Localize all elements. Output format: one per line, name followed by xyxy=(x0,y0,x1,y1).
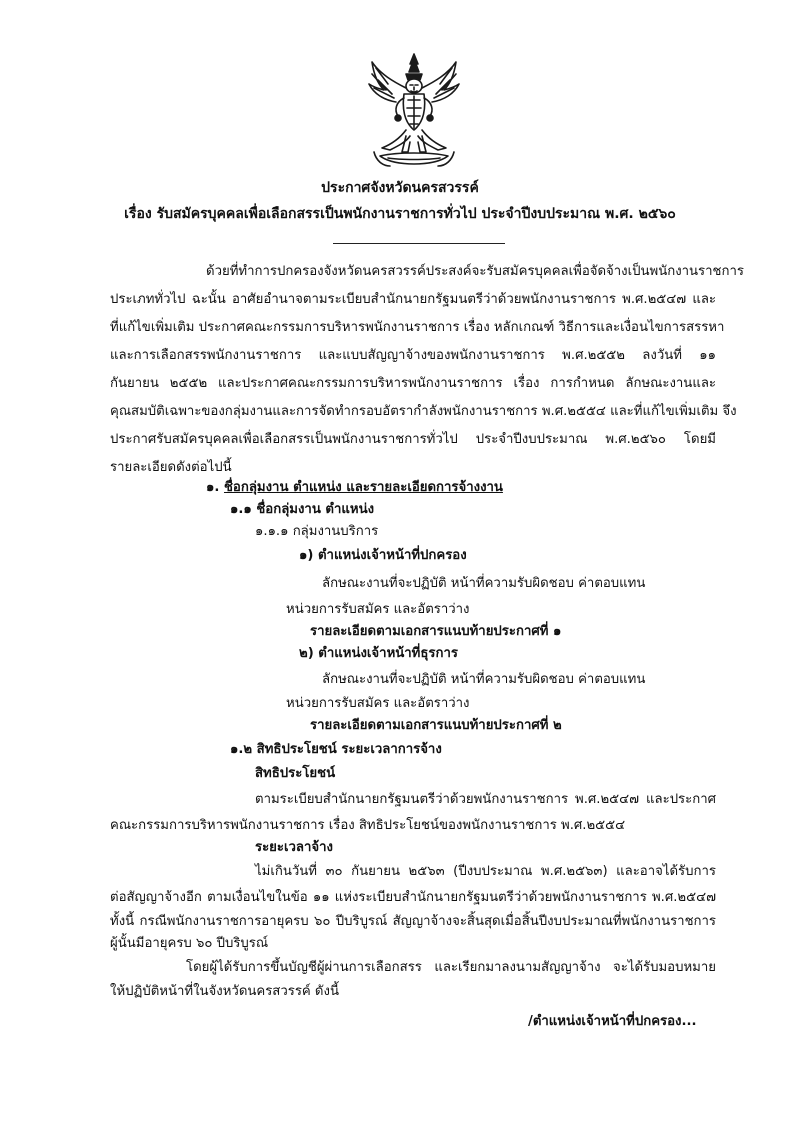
intro-line: รายละเอียดดังต่อไปนี้ xyxy=(110,460,232,475)
announcement-title: ประกาศจังหวัดนครสวรรค์ xyxy=(321,180,479,196)
duration-text: ไม่เกินวันที่ ๓๐ กันยายน ๒๕๖๓ (ปีงบประมาณ พ.ศ.๒๕๖๓) และอาจได้รับการ xyxy=(255,864,716,879)
intro-line: คุณสมบัติเฉพาะของกลุ่มงานและการจัดทำกรอบอัตรากำลังพนักงานราชการ พ.ศ.๒๕๕๔ และที่แก้ไขเพิ่มเติม จึง xyxy=(110,404,737,419)
closing-text: โดยผู้ได้รับการขึ้นบัญชีผู้ผ่านการเลือกสรร และเรียกมาลงนามสัญญาจ้าง จะได้รับมอบหมาย xyxy=(186,960,716,975)
section-1-1-heading: ๑.๑ ชื่อกลุ่มงาน ตำแหน่ง xyxy=(230,502,375,517)
section-1-heading xyxy=(206,478,503,498)
garuda-emblem-icon xyxy=(366,52,462,170)
duration-text: ทั้งนี้ กรณีพนักงานราชการอายุครบ ๖๐ ปีบริบูรณ์ สัญญาจ้างจะสิ้นสุดเมื่อสิ้นปีงบประมาณที่พนักงานราชการ xyxy=(110,914,716,929)
section-1-number: ๑. xyxy=(206,480,220,495)
benefits-text: คณะกรรมการบริหารพนักงานราชการ เรื่อง สิทธิประโยชน์ของพนักงานราชการ พ.ศ.๒๕๕๔ xyxy=(110,818,626,833)
position-detail-reference: รายละเอียดตามเอกสารแนบท้ายประกาศที่ ๒ xyxy=(310,718,562,733)
position-description: ลักษณะงานที่จะปฏิบัติ หน้าที่ความรับผิดชอบ ค่าตอบแทน xyxy=(322,672,646,687)
position-detail-reference: รายละเอียดตามเอกสารแนบท้ายประกาศที่ ๑ xyxy=(310,624,562,639)
position-title: ๒) ตำแหน่งเจ้าหน้าที่ธุรการ xyxy=(299,646,458,661)
intro-line: ประกาศรับสมัครบุคคลเพื่อเลือกสรรเป็นพนักงานราชการทั่วไป ประจำปีงบประมาณ พ.ศ.๒๕๖๐ โดยมี xyxy=(110,432,716,447)
continuation-note: /ตำแหน่งเจ้าหน้าที่ปกครอง... xyxy=(528,1014,697,1029)
intro-line: ที่แก้ไขเพิ่มเติม ประกาศคณะกรรมการบริหารพนักงานราชการ เรื่อง หลักเกณฑ์ วิธีการและเงื่อนไขการสรรหา xyxy=(110,320,725,335)
intro-line: ด้วยที่ทำการปกครองจังหวัดนครสวรรค์ประสงค์จะรับสมัครบุคคลเพื่อจัดจ้างเป็นพนักงานราชการ xyxy=(206,264,744,279)
intro-line: ประเภททั่วไป ฉะนั้น อาศัยอำนาจตามระเบียบสำนักนายกรัฐมนตรีว่าด้วยพนักงานราชการ พ.ศ.๒๕๔๗ และ xyxy=(110,292,716,307)
section-1-1-1-heading: ๑.๑.๑ กลุ่มงานบริการ xyxy=(255,524,379,539)
section-1-2-heading: ๑.๒ สิทธิประโยชน์ ระยะเวลาการจ้าง xyxy=(230,742,442,757)
announcement-subject: เรื่อง รับสมัครบุคคลเพื่อเลือกสรรเป็นพนักงานราชการทั่วไป ประจำปีงบประมาณ พ.ศ. ๒๕๖๐ xyxy=(124,206,676,222)
benefits-heading: สิทธิประโยชน์ xyxy=(255,766,336,781)
duration-text: ต่อสัญญาจ้างอีก ตามเงื่อนไขในข้อ ๑๑ แห่งระเบียบสำนักนายกรัฐมนตรีว่าด้วยพนักงานราชการ พ.ศ.๒๕๔๗ xyxy=(110,890,716,905)
title-divider xyxy=(333,243,505,244)
duration-text: ผู้นั้นมีอายุครบ ๖๐ ปีบริบูรณ์ xyxy=(110,936,269,951)
position-title: ๑) ตำแหน่งเจ้าหน้าที่ปกครอง xyxy=(299,548,467,563)
intro-line: และการเลือกสรรพนักงานราชการ และแบบสัญญาจ้างของพนักงานราชการ พ.ศ.๒๕๕๒ ลงวันที่ ๑๑ xyxy=(110,348,716,363)
closing-text: ให้ปฏิบัติหน้าที่ในจังหวัดนครสวรรค์ ดังนี้ xyxy=(110,984,339,999)
section-1-title: ชื่อกลุ่มงาน ตำแหน่ง และรายละเอียดการจ้างงาน xyxy=(223,480,503,495)
position-description: ลักษณะงานที่จะปฏิบัติ หน้าที่ความรับผิดชอบ ค่าตอบแทน xyxy=(322,576,646,591)
position-description: หน่วยการรับสมัคร และอัตราว่าง xyxy=(286,602,470,617)
duration-heading: ระยะเวลาจ้าง xyxy=(255,840,333,855)
position-description: หน่วยการรับสมัคร และอัตราว่าง xyxy=(286,696,470,711)
intro-line: กันยายน ๒๕๕๒ และประกาศคณะกรรมการบริหารพนักงานราชการ เรื่อง การกำหนด ลักษณะงานและ xyxy=(110,376,716,391)
benefits-text: ตามระเบียบสำนักนายกรัฐมนตรีว่าด้วยพนักงานราชการ พ.ศ.๒๕๔๗ และประกาศ xyxy=(255,792,716,807)
